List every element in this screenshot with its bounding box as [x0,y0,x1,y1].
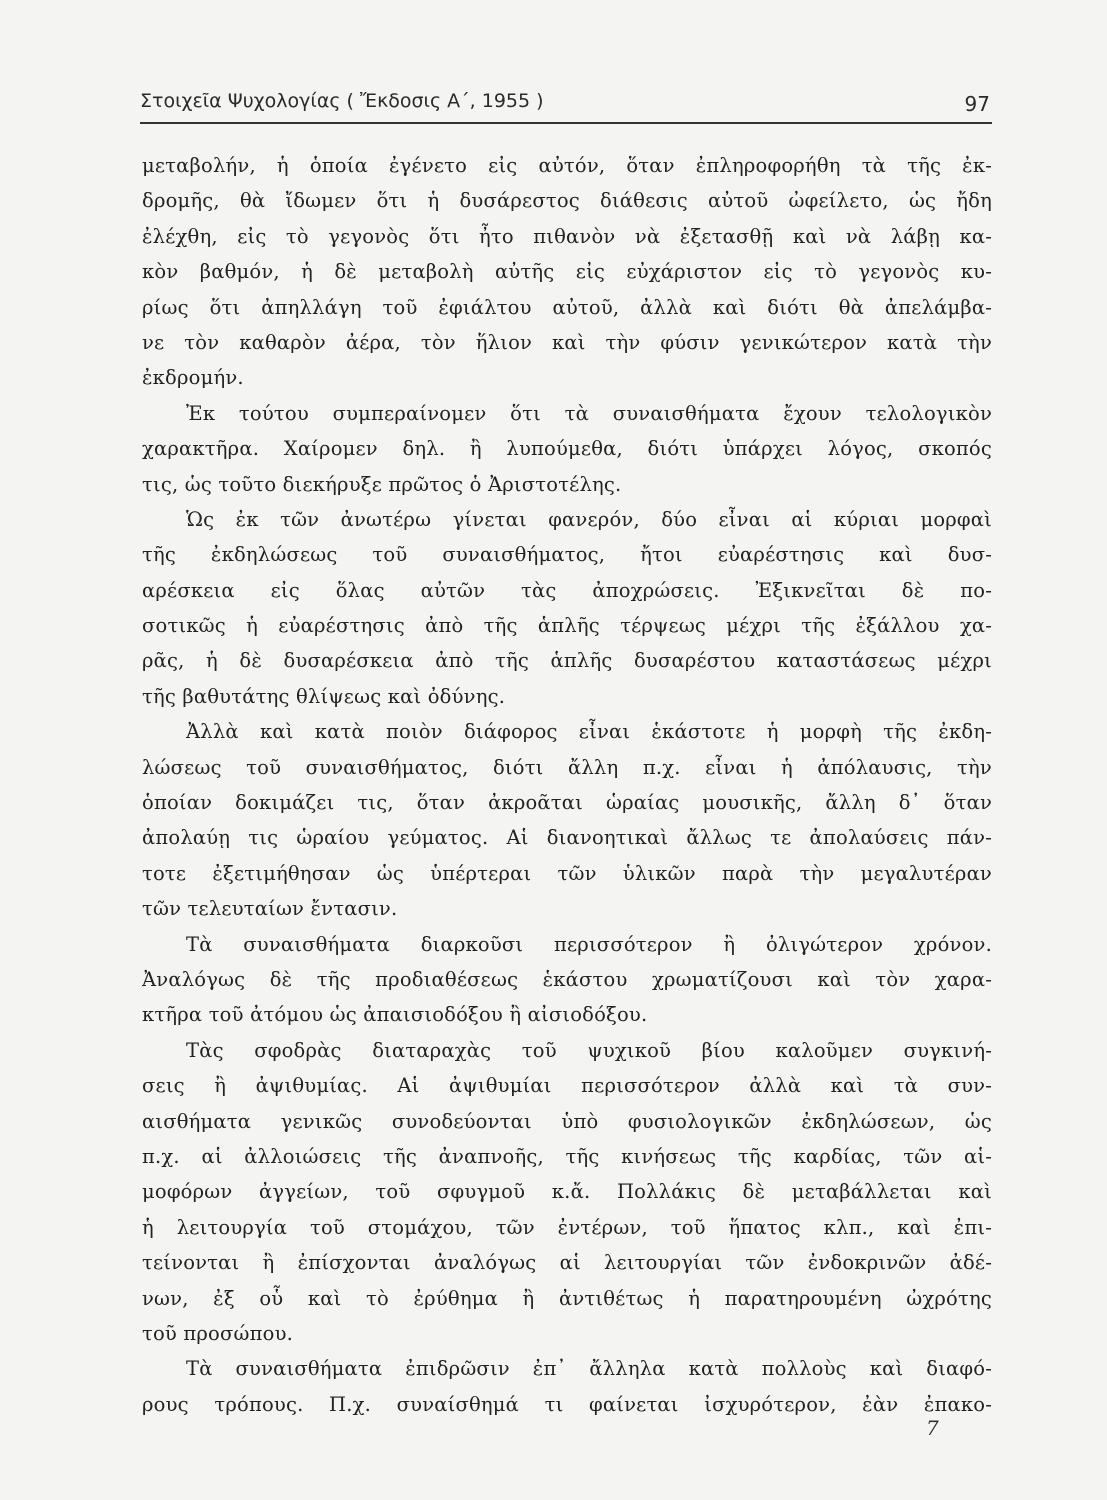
text-line: ἡ λειτουργία τοῦ στομάχου, τῶν ἐντέρων, τοῦ ἥπατος κλπ., καὶ ἐπι- [142,1215,992,1239]
text-line: τῶν τελευταίων ἔντασιν. [142,897,398,921]
running-head [140,88,992,124]
paragraph-start-line: Τὰ συναισθήματα ἐπιδρῶσιν ἐπ᾽ ἄλληλα κατὰ πολλοὺς καὶ διαφό- [186,1357,992,1381]
text-line: π.χ. αἱ ἀλλοιώσεις τῆς ἀναπνοῆς, τῆς κινήσεως τῆς καρδίας, τῶν αἱ- [142,1144,992,1168]
text-line: κὸν βαθμόν, ἡ δὲ μεταβολὴ αὐτῆς εἰς εὐχάριστον εἰς τὸ γεγονὸς κυ- [142,260,992,284]
text-line: τείνονται ἢ ἐπίσχονται ἀναλόγως αἱ λειτουργίαι τῶν ἐνδοκρινῶν ἀδέ- [142,1251,992,1275]
text-line: ρίως ὅτι ἀπηλλάγη τοῦ ἐφιάλτου αὐτοῦ, ἀλλὰ καὶ διότι θὰ ἀπελάμβα- [142,295,992,319]
paragraph-start-line: Τὰ συναισθήματα διαρκοῦσι περισσότερον ἢ ὀλιγώτερον χρόνον. [186,932,992,956]
body-text [142,148,992,1422]
text-line: τις, ὡς τοῦτο διεκήρυξε πρῶτος ὁ Ἀριστοτέλης. [142,472,622,496]
paragraph-start-line: Τὰς σφοδρὰς διαταραχὰς τοῦ ψυχικοῦ βίου καλοῦμεν συγκινή- [186,1038,992,1062]
text-line: κτῆρα τοῦ ἀτόμου ὡς ἀπαισιοδόξου ἢ αἰσιοδόξου. [142,1003,648,1027]
text-line: ἐκδρομήν. [142,366,244,390]
text-line: τῆς βαθυτάτης θλίψεως καὶ ὀδύνης. [142,684,506,708]
text-line: χαρακτῆρα. Χαίρομεν δηλ. ἢ λυπούμεθα, διότι ὑπάρχει λόγος, σκοπός [142,437,992,461]
text-line: ρους τρόπους. Π.χ. συναίσθημά τι φαίνεται ἰσχυρότερον, ἐὰν ἐπακο- [142,1392,992,1416]
text-line: Ἀναλόγως δὲ τῆς προδιαθέσεως ἑκάστου χρωματίζουσι καὶ τὸν χαρα- [142,967,992,991]
text-line: ὁποίαν δοκιμάζει τις, ὅταν ἀκροᾶται ὡραίας μουσικῆς, ἄλλη δ᾽ ὅταν [142,791,992,815]
text-line: δρομῆς, θὰ ἴδωμεν ὅτι ἡ δυσάρεστος διάθεσις αὐτοῦ ὠφείλετο, ὡς ἤδη [142,189,992,213]
text-line: τοτε ἐξετιμήθησαν ὡς ὑπέρτεραι τῶν ὑλικῶν παρὰ τὴν μεγαλυτέραν [142,861,992,885]
text-line: σεις ἢ ἀψιθυμίας. Αἱ ἀψιθυμίαι περισσότερον ἀλλὰ καὶ τὰ συν- [142,1074,992,1098]
text-line: μεταβολήν, ἡ ὁποία ἐγένετο εἰς αὐτόν, ὅταν ἐπληροφορήθη τὰ τῆς ἐκ- [142,154,992,177]
text-line: τῆς ἐκδηλώσεως τοῦ συναισθήματος, ἤτοι εὐαρέστησις καὶ δυσ- [142,543,992,567]
signature-mark: 7 [926,1416,939,1440]
text-line: ἀπολαύῃ τις ὡραίου γεύματος. Αἱ διανοητικαὶ ἄλλως τε ἀπολαύσεις πάν- [142,826,992,850]
text-line: ρᾶς, ἡ δὲ δυσαρέσκεια ἀπὸ τῆς ἁπλῆς δυσαρέστου καταστάσεως μέχρι [142,649,992,673]
paragraph-start-line: Ἀλλὰ καὶ κατὰ ποιὸν διάφορος εἶναι ἑκάστοτε ἡ μορφὴ τῆς ἐκδη- [186,720,992,744]
text-line: αρέσκεια εἰς ὅλας αὐτῶν τὰς ἀποχρώσεις. Ἐξικνεῖται δὲ πο- [142,578,992,602]
text-line: σοτικῶς ἡ εὐαρέστησις ἀπὸ τῆς ἁπλῆς τέρψεως μέχρι τῆς ἐξάλλου χα- [142,614,992,638]
text-line: λώσεως τοῦ συναισθήματος, διότι ἄλλη π.χ. εἶναι ἡ ἀπόλαυσις, τὴν [142,755,992,779]
paragraph-start-line: Ὡς ἐκ τῶν ἀνωτέρω γίνεται φανερόν, δύο εἶναι αἱ κύριαι μορφαὶ [186,507,992,531]
text-line: νων, ἐξ οὗ καὶ τὸ ἐρύθημα ἢ ἀντιθέτως ἡ παρατηρουμένη ὠχρότης [142,1286,992,1310]
text-line: τοῦ προσώπου. [142,1321,294,1345]
text-line: ἐλέχθη, εἰς τὸ γεγονὸς ὅτι ἦτο πιθανὸν νὰ ἐξετασθῇ καὶ νὰ λάβῃ κα- [142,224,992,248]
text-line: αισθήματα γενικῶς συνοδεύονται ὑπὸ φυσιολογικῶν ἐκδηλώσεων, ὡς [142,1109,992,1133]
running-title: Στοιχεῖα Ψυχολογίας ( Ἔκδοσις Α΄, 1955 ) [140,90,544,112]
paragraph-start-line: Ἐκ τούτου συμπεραίνομεν ὅτι τὰ συναισθήματα ἔχουν τελολογικὸν [186,401,992,425]
page-number: 97 [964,92,990,116]
text-line: νε τὸν καθαρὸν ἀέρα, τὸν ἥλιον καὶ τὴν φύσιν γενικώτερον κατὰ τὴν [142,330,992,354]
text-line: μοφόρων ἀγγείων, τοῦ σφυγμοῦ κ.ἄ. Πολλάκις δὲ μεταβάλλεται καὶ [142,1180,992,1204]
